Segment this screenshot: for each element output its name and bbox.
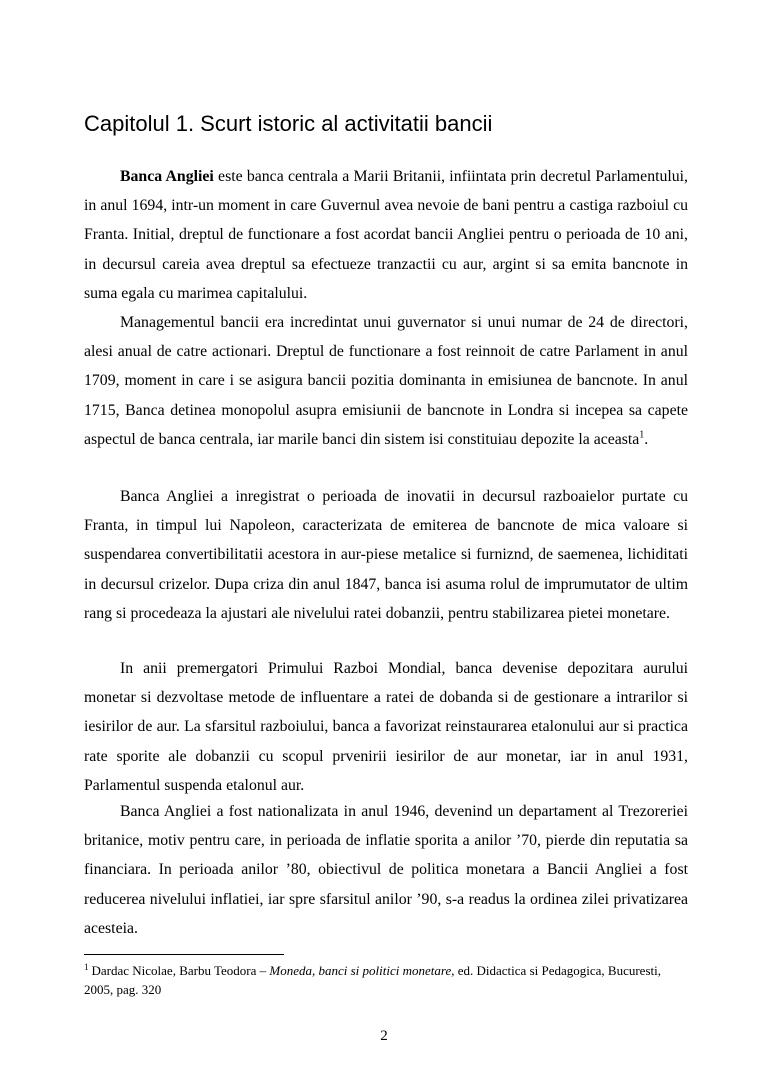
footnote-number: 1 <box>84 961 89 972</box>
page-number: 2 <box>380 1028 388 1044</box>
paragraph-2 <box>84 308 688 454</box>
paragraph-text: In anii premergatori Primului Razboi Mondial, banca devenise depozitara aurului monetar si dezvoltase metode de influentare a ratei de dobanda si de gestionare a intrarilor si iesirilor de aur. La sfarsitul razboiului, banca a favorizat reinstaurarea etalonului aur si practica rate sporite ale dobanzii cu scopul prvenirii iesirilor de aur monetar, iar in anul 1931, Parlamentul suspenda etalonul aur. <box>84 660 688 794</box>
paragraph-text: Banca Angliei a inregistrat o perioada de inovatii in decursul razboaielor purtate cu Franta, in timpul lui Napoleon, caracterizata de emiterea de bancnote de mica valoare si suspendarea convertibilitatii acestora in aur-piese metalice si furniznd, de saemenea, lichiditati in decursul crizelor. Dupa criza din anul 1847, banca isi asuma rolul de imprumutator de ultim rang si procedeaza la ajustari ale nivelului ratei dobanzii, pentru stabilizarea pietei monetare. <box>84 488 688 622</box>
chapter-title: Capitolul 1. Scurt istoric al activitatii bancii <box>84 111 493 136</box>
paragraph-3 <box>84 482 688 628</box>
footnote-publisher: ed. Didactica si Pedagogica, Bucuresti, 2005, pag. 320 <box>84 963 661 997</box>
bold-lead: Banca Angliei <box>120 168 214 185</box>
footnote-book-title: Moneda, banci si politici monetare, <box>269 963 455 978</box>
footnote-authors: Dardac Nicolae, Barbu Teodora – <box>91 963 270 978</box>
footnote-separator <box>84 954 284 955</box>
paragraph-5 <box>84 797 688 943</box>
paragraph-text: Banca Angliei a fost nationalizata in anul 1946, devenind un departament al Trezoreriei britanice, motiv pentru care, in perioada de inflatie sporita a anilor ’70, pierde din reputatia sa financiara. In perioada anilor ’80, obiectivul de politica monetara a Bancii Angliei a fost reducerea nivelului inflatiei, iar spre sfarsitul anilor ’90, s-a readus la ordinea zilei privatizarea acesteia. <box>84 803 688 937</box>
paragraph-1 <box>84 162 688 308</box>
paragraph-text: este banca centrala a Marii Britanii, infiintata prin decretul Parlamentului, in anul 1694, intr-un moment in care Guvernul avea nevoie de bani pentru a castiga razboiul cu Franta. Initial, dreptul de functionare a fost acordat bancii Angliei pentru o perioada de 10 ani, in decursul careia avea dreptul sa efectueze tranzactii cu aur, argint si sa emita bancnote in suma egala cu marimea capitalului. <box>84 168 688 302</box>
paragraph-4 <box>84 654 688 800</box>
footnote <box>84 961 688 999</box>
paragraph-text: Managementul bancii era incredintat unui guvernator si unui numar de 24 de directori, alesi anual de catre actionari. Dreptul de functionare a fost reinnoit de catre Parlament in anul 1709, moment in care i se asigura bancii pozitia dominanta in emisiunea de bancnote. In anul 1715, Banca detinea monopolul asupra emisiunii de bancnote in Londra si incepea sa capete aspectul de banca centrala, iar marile banci din sistem isi constituiau depozite la aceasta <box>84 314 688 448</box>
footnote-reference[interactable]: 1 <box>639 429 645 441</box>
paragraph-tail: . <box>644 430 649 448</box>
